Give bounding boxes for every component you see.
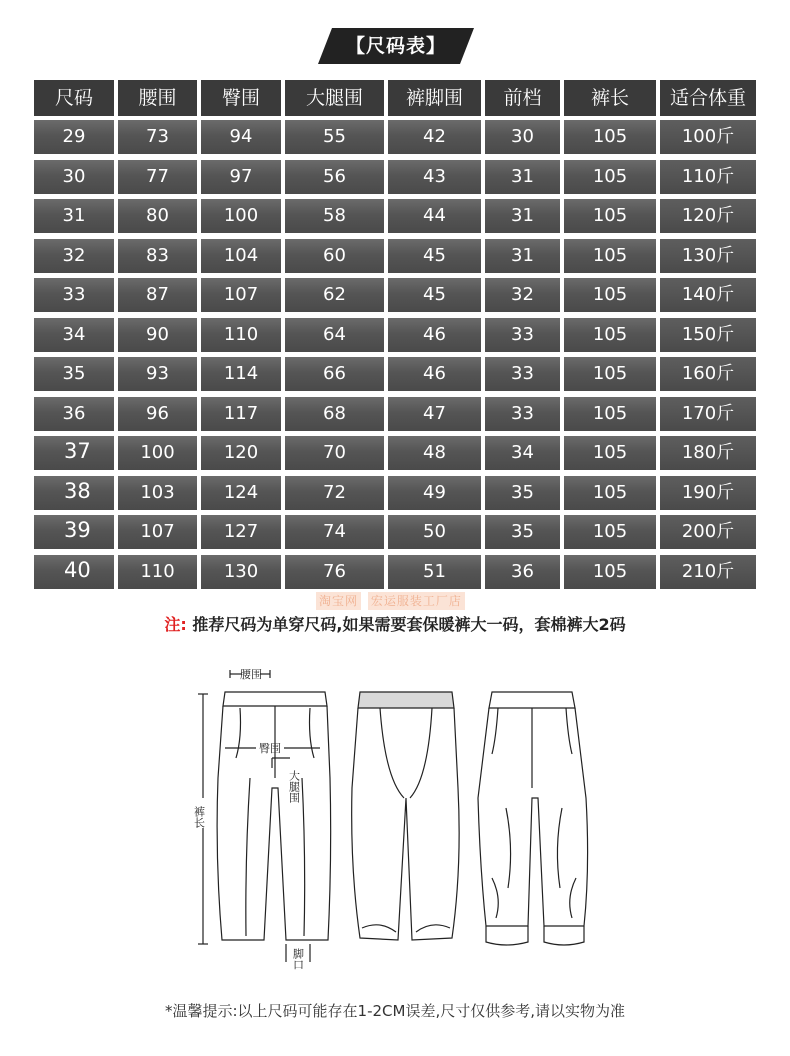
table-cell-waist: 93 bbox=[118, 357, 197, 391]
table-cell-waist: 100 bbox=[118, 436, 197, 470]
table-cell-size: 29 bbox=[34, 120, 114, 154]
pants-measurement-diagram bbox=[180, 658, 620, 978]
table-cell-rise: 33 bbox=[485, 357, 560, 391]
table-cell-hem: 46 bbox=[388, 357, 481, 391]
table-cell-size: 39 bbox=[34, 515, 114, 549]
table-cell-thigh: 66 bbox=[285, 357, 384, 391]
table-cell-length: 105 bbox=[564, 239, 656, 273]
table-cell-weight: 160斤 bbox=[660, 357, 756, 391]
size-table bbox=[34, 80, 756, 594]
table-cell-hip: 100 bbox=[201, 199, 281, 233]
table-cell-size: 30 bbox=[34, 160, 114, 194]
table-cell-rise: 31 bbox=[485, 160, 560, 194]
header-rise: 前档 bbox=[485, 80, 560, 116]
table-cell-size: 38 bbox=[34, 476, 114, 510]
table-cell-thigh: 72 bbox=[285, 476, 384, 510]
table-cell-rise: 35 bbox=[485, 515, 560, 549]
table-cell-size: 36 bbox=[34, 397, 114, 431]
table-cell-rise: 33 bbox=[485, 318, 560, 352]
note-prefix: 注: bbox=[164, 615, 187, 634]
table-cell-hip: 127 bbox=[201, 515, 281, 549]
table-cell-waist: 83 bbox=[118, 239, 197, 273]
table-cell-weight: 140斤 bbox=[660, 278, 756, 312]
header-length: 裤长 bbox=[564, 80, 656, 116]
table-cell-waist: 103 bbox=[118, 476, 197, 510]
table-cell-weight: 180斤 bbox=[660, 436, 756, 470]
table-cell-hem: 45 bbox=[388, 278, 481, 312]
table-cell-rise: 32 bbox=[485, 278, 560, 312]
table-cell-length: 105 bbox=[564, 120, 656, 154]
table-cell-waist: 80 bbox=[118, 199, 197, 233]
table-cell-waist: 96 bbox=[118, 397, 197, 431]
watermark bbox=[316, 592, 467, 610]
table-cell-weight: 100斤 bbox=[660, 120, 756, 154]
table-cell-weight: 190斤 bbox=[660, 476, 756, 510]
table-cell-thigh: 64 bbox=[285, 318, 384, 352]
table-cell-hip: 97 bbox=[201, 160, 281, 194]
note-text: 推荐尺码为单穿尺码,如果需要套保暖裤大一码，套棉裤大2码 bbox=[192, 615, 626, 634]
table-row bbox=[34, 160, 756, 194]
table-cell-hem: 49 bbox=[388, 476, 481, 510]
table-cell-hem: 44 bbox=[388, 199, 481, 233]
table-cell-hip: 120 bbox=[201, 436, 281, 470]
table-row bbox=[34, 515, 756, 549]
table-cell-hip: 104 bbox=[201, 239, 281, 273]
table-header bbox=[34, 80, 756, 116]
header-hem: 裤脚围 bbox=[388, 80, 481, 116]
table-cell-length: 105 bbox=[564, 555, 656, 589]
header-weight: 适合体重 bbox=[660, 80, 756, 116]
thigh-label: 大腿围 bbox=[287, 770, 301, 803]
table-row bbox=[34, 239, 756, 273]
table-cell-weight: 130斤 bbox=[660, 239, 756, 273]
table-row bbox=[34, 555, 756, 589]
header-hip: 臀围 bbox=[201, 80, 281, 116]
waist-label: 腰围 bbox=[240, 668, 262, 681]
table-cell-size: 32 bbox=[34, 239, 114, 273]
table-cell-length: 105 bbox=[564, 357, 656, 391]
table-row bbox=[34, 436, 756, 470]
table-cell-weight: 120斤 bbox=[660, 199, 756, 233]
table-cell-hem: 48 bbox=[388, 436, 481, 470]
table-cell-rise: 31 bbox=[485, 199, 560, 233]
table-cell-thigh: 70 bbox=[285, 436, 384, 470]
header-size: 尺码 bbox=[34, 80, 114, 116]
size-note bbox=[0, 612, 790, 635]
hip-label: 臀围 bbox=[259, 742, 281, 755]
footer-tip: *温馨提示:以上尺码可能存在1-2CM误差,尺寸仅供参考,请以实物为准 bbox=[164, 1002, 625, 1020]
table-cell-rise: 30 bbox=[485, 120, 560, 154]
table-cell-hip: 117 bbox=[201, 397, 281, 431]
watermark-site: 淘宝网 bbox=[316, 592, 361, 610]
table-cell-thigh: 76 bbox=[285, 555, 384, 589]
table-cell-thigh: 58 bbox=[285, 199, 384, 233]
table-cell-waist: 110 bbox=[118, 555, 197, 589]
table-cell-length: 105 bbox=[564, 436, 656, 470]
table-cell-hem: 50 bbox=[388, 515, 481, 549]
table-cell-weight: 110斤 bbox=[660, 160, 756, 194]
table-cell-length: 105 bbox=[564, 397, 656, 431]
table-cell-rise: 34 bbox=[485, 436, 560, 470]
header-waist: 腰围 bbox=[118, 80, 197, 116]
table-cell-rise: 33 bbox=[485, 397, 560, 431]
table-row bbox=[34, 199, 756, 233]
table-cell-size: 35 bbox=[34, 357, 114, 391]
table-row bbox=[34, 120, 756, 154]
table-cell-hip: 94 bbox=[201, 120, 281, 154]
table-cell-thigh: 60 bbox=[285, 239, 384, 273]
table-row bbox=[34, 278, 756, 312]
table-cell-hem: 42 bbox=[388, 120, 481, 154]
table-cell-waist: 77 bbox=[118, 160, 197, 194]
table-cell-hip: 124 bbox=[201, 476, 281, 510]
table-cell-hem: 43 bbox=[388, 160, 481, 194]
table-cell-waist: 87 bbox=[118, 278, 197, 312]
length-label: 裤长 bbox=[192, 806, 206, 828]
table-cell-rise: 35 bbox=[485, 476, 560, 510]
table-cell-length: 105 bbox=[564, 318, 656, 352]
table-cell-hem: 46 bbox=[388, 318, 481, 352]
table-cell-weight: 150斤 bbox=[660, 318, 756, 352]
table-cell-thigh: 68 bbox=[285, 397, 384, 431]
table-row bbox=[34, 476, 756, 510]
table-cell-rise: 36 bbox=[485, 555, 560, 589]
table-cell-hem: 51 bbox=[388, 555, 481, 589]
table-cell-hip: 110 bbox=[201, 318, 281, 352]
table-row bbox=[34, 318, 756, 352]
table-cell-hip: 114 bbox=[201, 357, 281, 391]
table-cell-size: 33 bbox=[34, 278, 114, 312]
watermark-shop: 宏运服装工厂店 bbox=[368, 592, 465, 610]
table-cell-hip: 107 bbox=[201, 278, 281, 312]
table-cell-hem: 45 bbox=[388, 239, 481, 273]
table-cell-length: 105 bbox=[564, 278, 656, 312]
table-cell-waist: 107 bbox=[118, 515, 197, 549]
table-cell-size: 34 bbox=[34, 318, 114, 352]
table-cell-waist: 73 bbox=[118, 120, 197, 154]
table-cell-length: 105 bbox=[564, 476, 656, 510]
header-thigh: 大腿围 bbox=[285, 80, 384, 116]
table-cell-thigh: 62 bbox=[285, 278, 384, 312]
table-cell-size: 37 bbox=[34, 436, 114, 470]
table-cell-weight: 200斤 bbox=[660, 515, 756, 549]
table-row bbox=[34, 357, 756, 391]
table-cell-length: 105 bbox=[564, 515, 656, 549]
table-cell-size: 31 bbox=[34, 199, 114, 233]
table-cell-length: 105 bbox=[564, 160, 656, 194]
table-cell-weight: 210斤 bbox=[660, 555, 756, 589]
table-cell-size: 40 bbox=[34, 555, 114, 589]
table-cell-thigh: 55 bbox=[285, 120, 384, 154]
table-cell-thigh: 56 bbox=[285, 160, 384, 194]
table-cell-hip: 130 bbox=[201, 555, 281, 589]
size-chart-title bbox=[318, 28, 474, 64]
table-row bbox=[34, 397, 756, 431]
title-text: 【尺码表】 bbox=[345, 35, 446, 57]
table-cell-hem: 47 bbox=[388, 397, 481, 431]
table-cell-waist: 90 bbox=[118, 318, 197, 352]
table-cell-length: 105 bbox=[564, 199, 656, 233]
table-cell-rise: 31 bbox=[485, 239, 560, 273]
table-cell-weight: 170斤 bbox=[660, 397, 756, 431]
hem-label: 脚口 bbox=[291, 948, 305, 970]
table-cell-thigh: 74 bbox=[285, 515, 384, 549]
